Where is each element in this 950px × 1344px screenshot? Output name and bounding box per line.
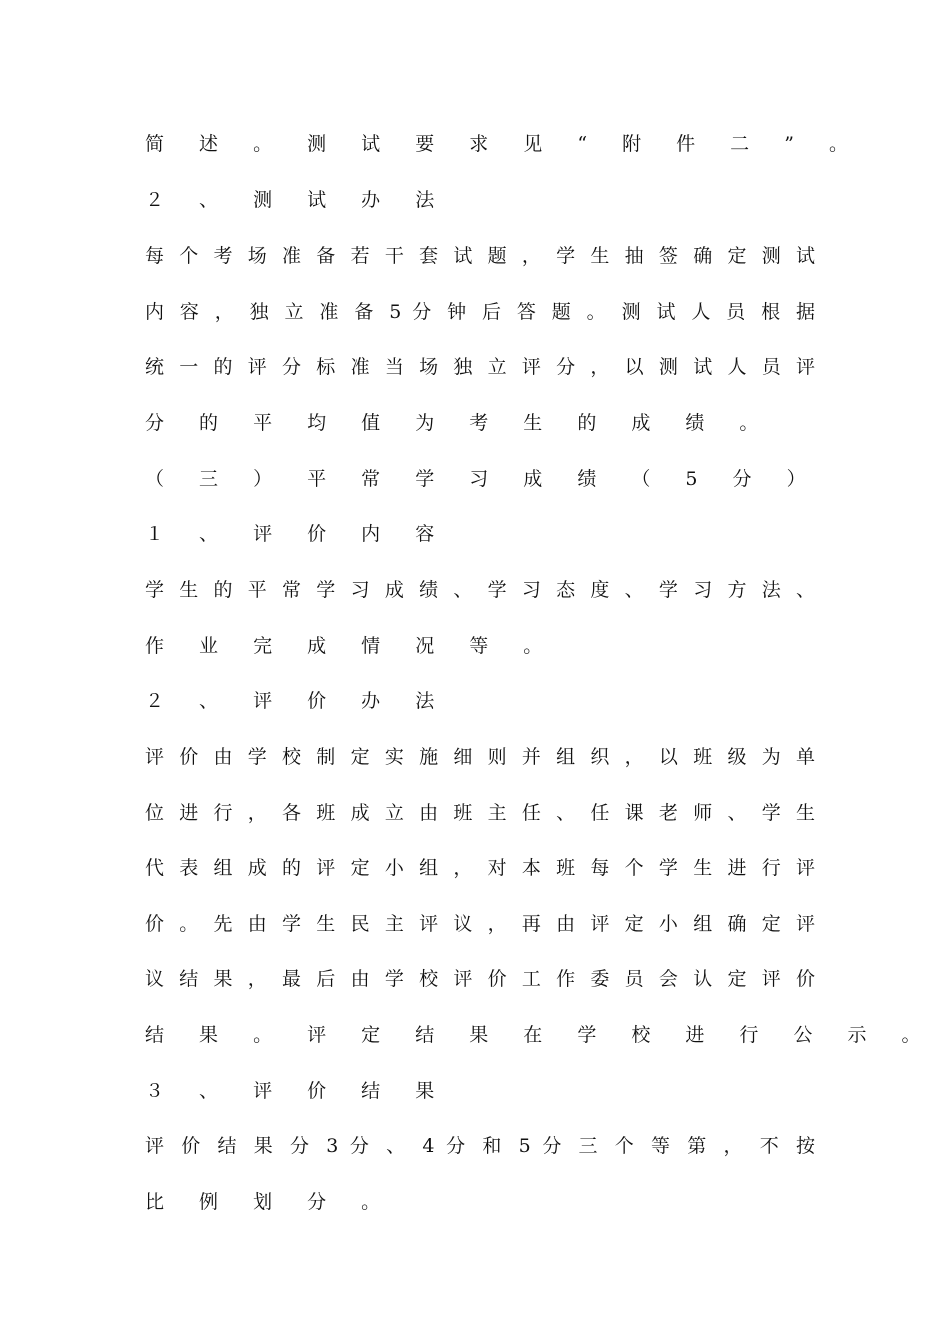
paragraph-line: 统 一 的 评 分 标 准 当 场 独 立 评 分 ， 以 测 试 人 员 评	[145, 356, 815, 378]
section-heading: １ 、 评 价 内 容	[145, 523, 449, 545]
paragraph-line: 简 述 。 测 试 要 求 见 “ 附 件 二 ” 。	[145, 133, 863, 155]
paragraph-line: 代 表 组 成 的 评 定 小 组 ， 对 本 班 每 个 学 生 进 行 评	[145, 857, 815, 879]
section-heading: ２ 、 评 价 办 法	[145, 690, 449, 712]
paragraph-line: 比 例 划 分 。	[145, 1191, 395, 1213]
paragraph-line: 评 价 由 学 校 制 定 实 施 细 则 并 组 织 ， 以 班 级 为 单	[145, 746, 815, 768]
paragraph-line: 每 个 考 场 准 备 若 干 套 试 题 ， 学 生 抽 签 确 定 测 试	[145, 245, 815, 267]
paragraph-line: 位 进 行 ， 各 班 成 立 由 班 主 任 、 任 课 老 师 、 学 生	[145, 802, 815, 824]
paragraph-line: 评 价 结 果 分 3 分 、 4 分 和 5 分 三 个 等 第 ， 不 按	[145, 1135, 815, 1157]
paragraph-line: 学 生 的 平 常 学 习 成 绩 、 学 习 态 度 、 学 习 方 法 、	[145, 579, 815, 601]
paragraph-line: 价 。 先 由 学 生 民 主 评 议 ， 再 由 评 定 小 组 确 定 评	[145, 913, 815, 935]
section-heading: ３ 、 评 价 结 果	[145, 1080, 449, 1102]
section-heading: （ 三 ） 平 常 学 习 成 绩 （ 5 分 ）	[145, 468, 821, 490]
paragraph-line: 分 的 平 均 值 为 考 生 的 成 绩 。	[145, 412, 773, 434]
paragraph-line: 内 容 ， 独 立 准 备 5 分 钟 后 答 题 。 测 试 人 员 根 据	[145, 301, 815, 323]
section-heading: ２ 、 测 试 办 法	[145, 189, 449, 211]
paragraph-line: 结 果 。 评 定 结 果 在 学 校 进 行 公 示 。	[145, 1024, 936, 1046]
paragraph-line: 议 结 果 ， 最 后 由 学 校 评 价 工 作 委 员 会 认 定 评 价	[145, 968, 815, 990]
paragraph-line: 作 业 完 成 情 况 等 。	[145, 635, 557, 657]
